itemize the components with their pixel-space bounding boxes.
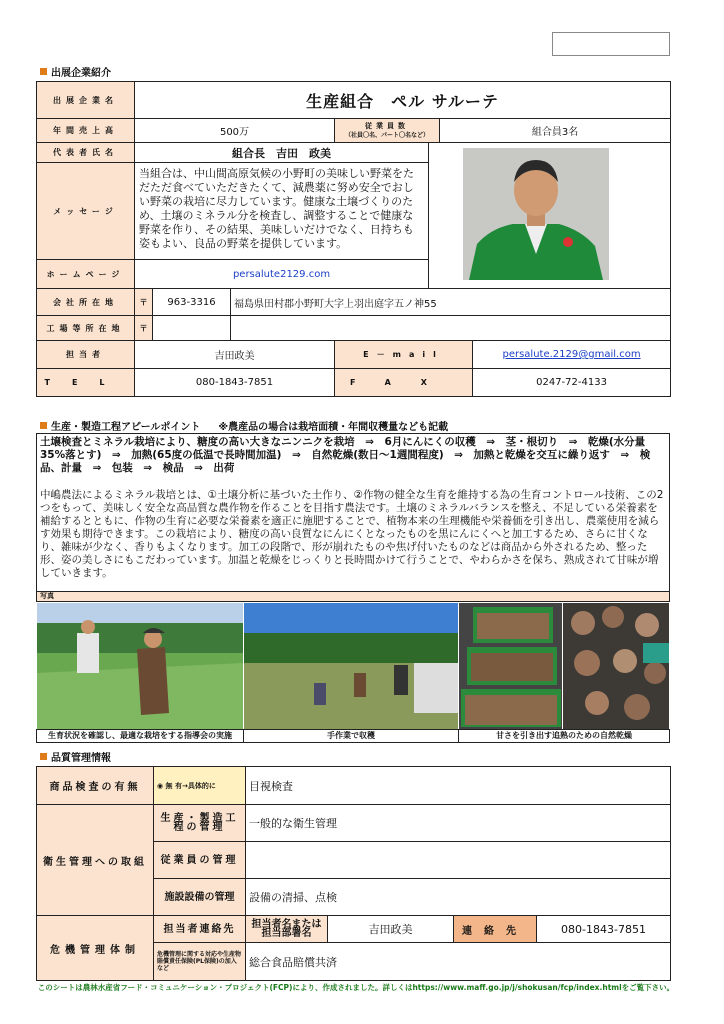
label-person-contact: 担当者連絡先	[154, 916, 246, 943]
rep-photo	[429, 143, 671, 289]
photos-label: 写真	[36, 591, 670, 602]
label-rep: 代表者氏名	[37, 143, 135, 163]
appeal-box	[36, 433, 670, 599]
orange-square-icon	[40, 422, 47, 429]
portrait-photo	[429, 144, 641, 284]
radio-selected-icon[interactable]: ◉	[157, 781, 164, 790]
process-flow: 土壌検査とミネラル栽培により、糖度の高い大きなニンニクを栽培 ⇒ 6月にんにくの収穫 ⇒ 茎・根切り ⇒ 乾燥(水分量35%落とす) ⇒ 加熱(65度の低温で長時間加温) ⇒ 自然乾燥(数日～1週間程度) ⇒ 加熱と乾燥を交互に繰り返す ⇒ 検品、計量 ⇒ 包装 ⇒ 検品 ⇒ 出荷	[40, 436, 651, 474]
caption-3: 甘さを引き出す追熟のための自然乾燥	[458, 729, 670, 743]
label-inspection: 商品検査の有無	[37, 767, 154, 805]
orange-square-icon	[40, 753, 47, 760]
employees-value: 組合員3名	[440, 119, 671, 143]
section-title-text: 品質管理情報	[51, 753, 111, 764]
process-value: 一般的な衛生管理	[246, 805, 671, 842]
section-company-title	[40, 64, 111, 79]
section-title-text: 出展企業紹介	[51, 68, 111, 79]
appeal-body: 中嶋農法によるミネラル栽培とは、①土壌分析に基づいた土作り、②作物の健全な生育を維持する為の生育コントロール技術、この2つをもって、美味しく安全な高品質な農作物を作ることを目指す農法です。土壌のミネラルバランスを整え、不足している栄養素を補給するとともに、作物の生育に必要な栄養素を適正に施肥することで、植物本来の生理機能や栄養価を引き出し、農薬使用を減らす効果も期待できます。この栽培により、糖度の高い良質なにんにくとなったものを黒にんにくへと加工するため、さらに甘くなり、雑味が少なく、香りもよくなります。加工の段階で、形が崩れたものや焦げ付いたものなどは商品から外されるため、整った形、姿の美しさにもこだわっています。加温と乾燥をじっくりと長時間かけて行うことで、やわらかさを保ち、熟成されて甘味が増していきます。	[40, 489, 664, 579]
orange-square-icon	[40, 68, 47, 75]
label-address: 会社所在地	[37, 289, 135, 316]
postal-code: 963-3316	[153, 289, 231, 316]
label-insurance: 危機管理に関する対応や生産物賠償責任保険(PL保険)の加入など	[154, 943, 246, 981]
address-text: 福島県田村郡小野町大字上羽出庭字五ノ神55	[231, 289, 671, 316]
inspection-options-text: 無 有→具体的に	[165, 781, 216, 790]
label-renraku: 連絡先	[454, 916, 537, 943]
photo-garlic	[563, 603, 669, 729]
label-staff: 従業員の管理	[154, 842, 246, 879]
label-person-name: 担当者名または担当部署名	[246, 916, 328, 943]
label-message: メッセージ	[37, 163, 135, 260]
contact-name: 吉田政美	[135, 341, 335, 369]
label-tel: TEL	[37, 369, 135, 397]
rep-name: 組合長 吉田 政美	[135, 143, 429, 163]
caption-1: 生育状況を確認し、最適な栽培をする指導会の実施	[36, 729, 244, 743]
sales-value: 500万	[135, 119, 335, 143]
quality-table	[36, 766, 671, 981]
insurance-value: 総合食品賠償共済	[246, 943, 671, 981]
postal-mark: 〒	[135, 289, 153, 316]
tel-value: 080-1843-7851	[135, 369, 335, 397]
footer-note: このシートは農林水産省フード・コミュニケーション・プロジェクト(FCP)により、作成されました。詳しくはhttps://www.maff.go.jp/j/shokusan/fcp/index.htmlをご覧下さい。	[37, 983, 675, 992]
fax-value: 0247-72-4133	[473, 369, 671, 397]
label-process: 生産・製造工程の管理	[154, 805, 246, 842]
renraku-value: 080-1843-7851	[537, 916, 671, 943]
email-link[interactable]: persalute.2129@gmail.com	[473, 341, 671, 369]
label-employees-note: （社員〇名、パート〇名など）	[344, 131, 429, 139]
company-table	[36, 81, 671, 397]
inspection-options[interactable]	[154, 767, 246, 805]
message-text: 当組合は、中山間高原気候の小野町の美味しい野菜をただただ食べていただきたくて、減農薬に努め安全でおしい野菜の栽培に尽力しています。健康な土壌づくりのため、土壌のミネラル分を検査し、調整することで健康な野菜を作り、その結果、美味しいだけでなく、日持ちも姿もよい、良品の野菜を提供しています。	[135, 163, 429, 260]
label-sales: 年間売上高	[37, 119, 135, 143]
label-email: E－mail	[335, 341, 473, 369]
staff-value	[246, 842, 671, 879]
facility-value: 設備の清掃、点検	[246, 879, 671, 916]
label-employees-main: 従業員数	[365, 121, 409, 130]
section-appeal-title	[40, 418, 448, 433]
factory-postal	[153, 316, 231, 341]
top-right-box	[552, 32, 670, 56]
label-factory: 工場等所在地	[37, 316, 135, 341]
section-note: ※農産品の場合は栽培面積・年間収穫量なども記載	[218, 422, 449, 433]
person-name: 吉田政美	[328, 916, 454, 943]
label-company-name: 出展企業名	[37, 82, 135, 119]
label-contact: 担当者	[37, 341, 135, 369]
photo-drying-crates	[459, 603, 562, 729]
label-facility: 施設設備の管理	[154, 879, 246, 916]
label-crisis: 危機管理体制	[37, 916, 154, 981]
section-title-text: 生産・製造工程アピールポイント	[51, 422, 201, 433]
factory-postal-mark: 〒	[135, 316, 153, 341]
label-homepage: ホームページ	[37, 260, 135, 289]
factory-address	[231, 316, 671, 341]
label-employees	[335, 119, 440, 143]
label-fax: FAX	[335, 369, 473, 397]
photo-harvest	[244, 603, 458, 729]
label-hygiene: 衛生管理への取組	[37, 805, 154, 916]
company-name: 生産組合 ペル サルーテ	[135, 82, 671, 119]
section-quality-title	[40, 749, 111, 764]
photo-guidance	[37, 603, 243, 729]
inspection-value: 目視検査	[246, 767, 671, 805]
homepage-link[interactable]: persalute2129.com	[135, 260, 429, 289]
caption-2: 手作業で収穫	[243, 729, 459, 743]
